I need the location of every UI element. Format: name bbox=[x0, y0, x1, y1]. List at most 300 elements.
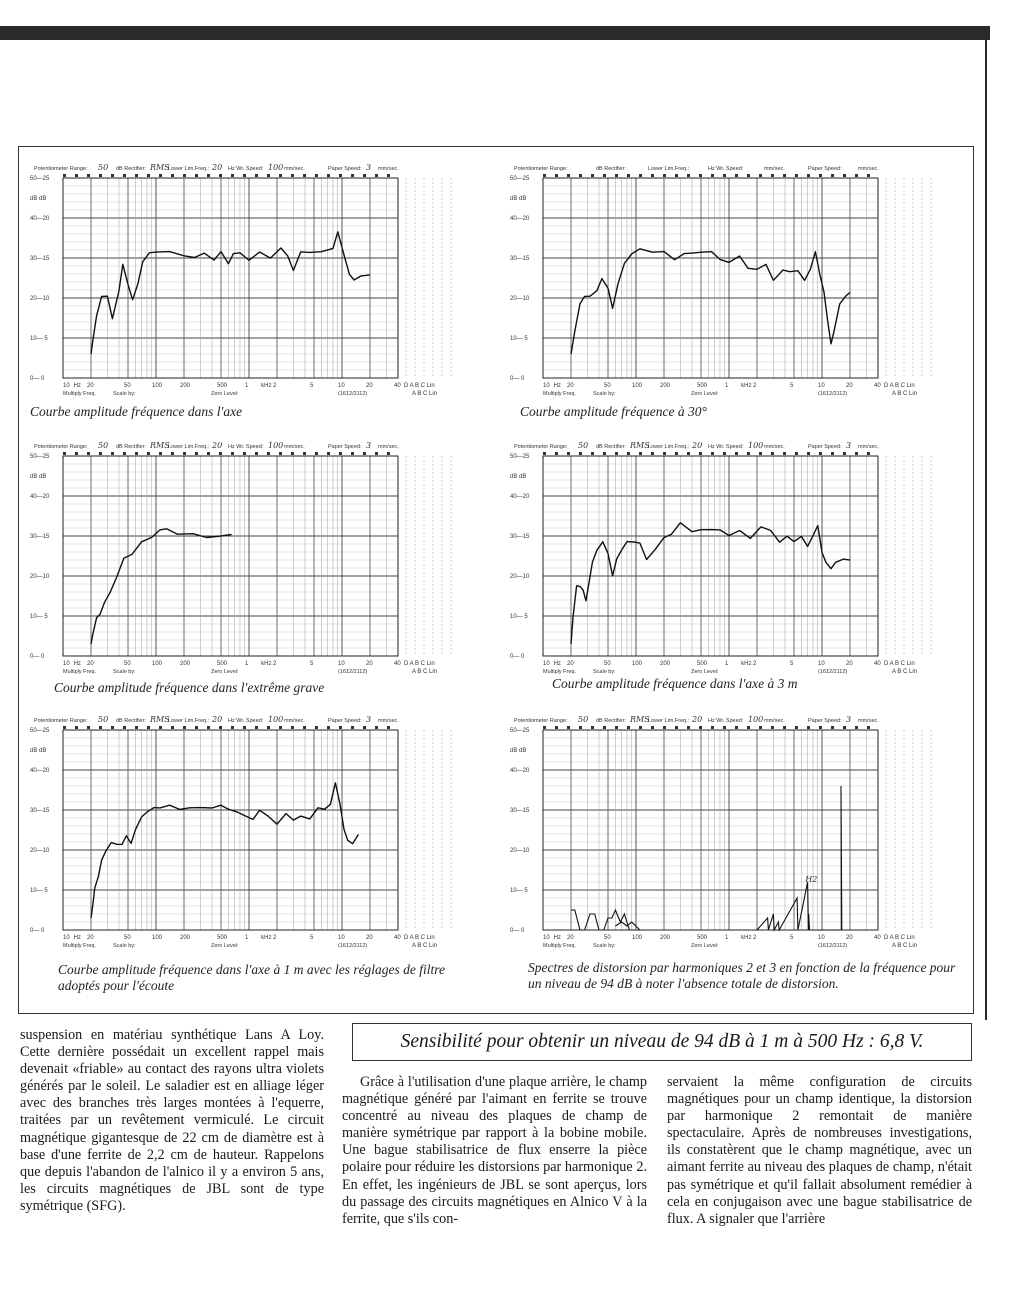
sprocket-mark bbox=[759, 452, 762, 455]
sprocket-mark bbox=[327, 726, 330, 729]
sprocket-mark bbox=[231, 452, 234, 455]
handwritten-setting: 50 bbox=[98, 441, 109, 450]
y-unit-label: dB dB bbox=[30, 474, 47, 480]
sprocket-mark bbox=[87, 726, 90, 729]
y-tick-label: 50—25 bbox=[510, 728, 530, 734]
handwritten-setting: RMS bbox=[150, 441, 170, 450]
sprocket-mark bbox=[267, 174, 270, 177]
sprocket-mark bbox=[627, 452, 630, 455]
sprocket-mark bbox=[867, 452, 870, 455]
chart-3m-axis-response bbox=[508, 438, 948, 678]
sprocket-mark bbox=[567, 174, 570, 177]
y-tick-label: 30—15 bbox=[510, 534, 530, 540]
sprocket-mark bbox=[663, 726, 666, 729]
x-tick-label: 500 bbox=[217, 661, 228, 667]
sprocket-mark bbox=[159, 174, 162, 177]
sprocket-mark bbox=[339, 174, 342, 177]
sprocket-mark bbox=[735, 174, 738, 177]
recorder-footer-label: Multiply Freq. bbox=[543, 669, 577, 675]
x-tick-label: 200 bbox=[179, 935, 191, 941]
sprocket-mark bbox=[243, 174, 246, 177]
x-tick-label: 20 bbox=[566, 935, 574, 941]
sprocket-mark bbox=[699, 174, 702, 177]
x-tick-label: 40 bbox=[394, 935, 401, 941]
handwritten-setting: 20 bbox=[212, 163, 223, 172]
sprocket-mark bbox=[795, 726, 798, 729]
x-tick-label: 20 bbox=[846, 661, 853, 667]
handwritten-setting: 50 bbox=[98, 163, 109, 172]
x-tick-label: 20 bbox=[366, 383, 373, 389]
sprocket-mark bbox=[291, 726, 294, 729]
handwritten-setting: 100 bbox=[268, 715, 284, 724]
recorder-header-label: Paper Speed: bbox=[328, 444, 362, 450]
paragraph-2: Grâce à l'utilisation d'une plaque arrière, le champ magnétique généré par l'aimant en ferrite se trouve concentré au niveau des plaques de champ de manière symétrique par rapport à la bobine mobile. Une bague stabilisatrice de flux enserre la pièce polaire pour réduire les distorsions par harmonique 2. En effet, les ingénieurs de JBL se sont aperçus, lors du passage des circuits magnétiques en Alnico V à la ferrite, que s'ils con- bbox=[342, 1074, 647, 1227]
x-unit-label: Hz bbox=[73, 935, 81, 941]
recorder-header-label: mm/sec. bbox=[378, 444, 399, 450]
sprocket-mark bbox=[675, 726, 678, 729]
y-tick-label: 0— 0 bbox=[510, 654, 525, 660]
sprocket-mark bbox=[315, 726, 318, 729]
recorder-header-label: mm/sec. bbox=[284, 166, 305, 172]
sprocket-mark bbox=[291, 452, 294, 455]
sprocket-mark bbox=[243, 726, 246, 729]
sprocket-mark bbox=[267, 452, 270, 455]
recorder-header-label: Potentiometer Range: bbox=[34, 718, 88, 724]
x-tick-label: 10 bbox=[543, 661, 550, 667]
recorder-footer-label: (1612/2112) bbox=[338, 943, 368, 949]
sprocket-mark bbox=[819, 726, 822, 729]
sprocket-mark bbox=[315, 174, 318, 177]
y-tick-label: 20—10 bbox=[30, 574, 50, 580]
y-tick-label: 10— 5 bbox=[30, 888, 48, 894]
filter-labels: A B C Lin bbox=[412, 943, 438, 949]
recorder-footer-label: Scale by: bbox=[113, 669, 136, 675]
sprocket-mark bbox=[807, 452, 810, 455]
y-tick-label: 20—10 bbox=[30, 296, 50, 302]
y-tick-label: 50—25 bbox=[30, 454, 50, 460]
recorder-header-label: dB Rectifier: bbox=[596, 718, 626, 724]
x-tick-label: 50 bbox=[604, 935, 611, 941]
recorder-header-label: mm/sec. bbox=[858, 166, 879, 172]
sprocket-mark bbox=[147, 726, 150, 729]
x-tick-label: 100 bbox=[632, 935, 643, 941]
top-rule bbox=[0, 26, 990, 40]
recorder-chart-svg bbox=[508, 438, 948, 678]
sprocket-mark bbox=[219, 174, 222, 177]
x-tick-label: 200 bbox=[659, 935, 671, 941]
recorder-footer-label: Scale by: bbox=[593, 943, 616, 949]
x-tick-label: 50 bbox=[124, 935, 131, 941]
sprocket-mark bbox=[351, 174, 354, 177]
sprocket-mark bbox=[855, 726, 858, 729]
sprocket-mark bbox=[135, 726, 138, 729]
recorder-footer-label: Zero Level: bbox=[211, 669, 239, 675]
handwritten-setting: 50 bbox=[578, 441, 589, 450]
sprocket-mark bbox=[219, 726, 222, 729]
x-tick-label: 10 bbox=[63, 661, 70, 667]
response-curve bbox=[571, 523, 850, 644]
recorder-header-label: dB Rectifier: bbox=[116, 166, 146, 172]
filter-labels: A B C Lin bbox=[892, 669, 918, 675]
x-tick-label: 50 bbox=[604, 383, 611, 389]
y-unit-label: dB dB bbox=[510, 748, 527, 754]
recorder-header-label: Potentiometer Range: bbox=[34, 166, 88, 172]
sprocket-mark bbox=[75, 726, 78, 729]
sprocket-mark bbox=[699, 726, 702, 729]
x-tick-label: 5 bbox=[790, 661, 794, 667]
x-tick-label: 1 bbox=[725, 661, 729, 667]
sprocket-mark bbox=[375, 726, 378, 729]
sprocket-mark bbox=[123, 174, 126, 177]
recorder-chart-svg bbox=[28, 712, 468, 952]
y-tick-label: 0— 0 bbox=[510, 928, 525, 934]
sprocket-mark bbox=[675, 452, 678, 455]
x-tick-label: 200 bbox=[179, 661, 191, 667]
sprocket-mark bbox=[159, 726, 162, 729]
sprocket-mark bbox=[555, 174, 558, 177]
sprocket-mark bbox=[735, 452, 738, 455]
sprocket-mark bbox=[123, 726, 126, 729]
x-tick-label: 40 bbox=[394, 661, 401, 667]
recorder-header-label: mm/sec. bbox=[764, 444, 785, 450]
recorder-header-label: mm/sec. bbox=[284, 718, 305, 724]
x-tick-label: 20 bbox=[86, 383, 94, 389]
recorder-header-label: Lower Lim.Freq.: bbox=[168, 718, 210, 724]
recorder-header-label: dB Rectifier: bbox=[596, 166, 626, 172]
sprocket-mark bbox=[723, 452, 726, 455]
sprocket-mark bbox=[711, 174, 714, 177]
sprocket-mark bbox=[363, 726, 366, 729]
sprocket-mark bbox=[387, 452, 390, 455]
x-tick-label: 2 bbox=[753, 383, 757, 389]
x-tick-label: 2 bbox=[273, 935, 277, 941]
sprocket-mark bbox=[339, 726, 342, 729]
y-tick-label: 40—20 bbox=[30, 494, 50, 500]
chart-1m-filter-response bbox=[28, 712, 468, 952]
sprocket-mark bbox=[735, 726, 738, 729]
plot-border bbox=[543, 730, 878, 930]
filter-labels: D A B C Lin bbox=[884, 661, 915, 667]
sprocket-mark bbox=[135, 174, 138, 177]
recorder-header-label: Hz Wr. Speed: bbox=[228, 166, 264, 172]
y-tick-label: 20—10 bbox=[30, 848, 50, 854]
sprocket-mark bbox=[843, 452, 846, 455]
x-unit-label: Hz bbox=[73, 383, 81, 389]
y-tick-label: 40—20 bbox=[510, 494, 530, 500]
sprocket-mark bbox=[555, 726, 558, 729]
recorder-footer-label: Multiply Freq. bbox=[543, 943, 577, 949]
y-tick-label: 40—20 bbox=[510, 216, 530, 222]
x-tick-label: 100 bbox=[632, 661, 643, 667]
x-unit-label: kHz bbox=[741, 383, 752, 389]
recorder-header-label: Hz Wr. Speed: bbox=[708, 718, 744, 724]
y-tick-label: 20—10 bbox=[510, 296, 530, 302]
sprocket-mark bbox=[99, 726, 102, 729]
x-tick-label: 500 bbox=[697, 935, 708, 941]
sprocket-mark bbox=[351, 726, 354, 729]
x-tick-label: 1 bbox=[725, 383, 729, 389]
sprocket-mark bbox=[771, 726, 774, 729]
y-tick-label: 30—15 bbox=[30, 808, 50, 814]
handwritten-setting: 50 bbox=[98, 715, 109, 724]
sprocket-mark bbox=[819, 452, 822, 455]
handwritten-setting: 20 bbox=[212, 441, 223, 450]
filter-labels: A B C Lin bbox=[412, 669, 438, 675]
y-tick-label: 0— 0 bbox=[510, 376, 525, 382]
caption-extreme-bass: Courbe amplitude fréquence dans l'extrême grave bbox=[54, 680, 325, 695]
sprocket-mark bbox=[147, 452, 150, 455]
sprocket-mark bbox=[375, 452, 378, 455]
handwritten-setting: 50 bbox=[578, 715, 589, 724]
sprocket-mark bbox=[543, 726, 546, 729]
x-tick-label: 2 bbox=[273, 383, 277, 389]
y-tick-label: 10— 5 bbox=[510, 614, 528, 620]
sprocket-mark bbox=[171, 452, 174, 455]
recorder-header-label: Lower Lim.Freq.: bbox=[648, 718, 690, 724]
sprocket-mark bbox=[615, 174, 618, 177]
handwritten-setting: RMS bbox=[150, 715, 170, 724]
sprocket-mark bbox=[63, 174, 66, 177]
handwritten-setting: RMS bbox=[630, 715, 650, 724]
x-tick-label: 100 bbox=[152, 935, 163, 941]
y-tick-label: 50—25 bbox=[510, 454, 530, 460]
y-tick-label: 30—15 bbox=[30, 256, 50, 262]
y-tick-label: 20—10 bbox=[510, 574, 530, 580]
sprocket-mark bbox=[111, 726, 114, 729]
sprocket-mark bbox=[687, 452, 690, 455]
text-column-2 bbox=[342, 1074, 647, 1228]
recorder-footer-label: Zero Level: bbox=[211, 943, 239, 949]
sprocket-mark bbox=[615, 726, 618, 729]
recorder-footer-label: Zero Level: bbox=[691, 943, 719, 949]
sprocket-mark bbox=[639, 726, 642, 729]
y-tick-label: 40—20 bbox=[510, 768, 530, 774]
handwritten-setting: 20 bbox=[692, 715, 703, 724]
handwritten-setting: RMS bbox=[630, 441, 650, 450]
recorder-header-label: Lower Lim.Freq.: bbox=[168, 444, 210, 450]
sprocket-mark bbox=[243, 452, 246, 455]
recorder-header-label: Potentiometer Range: bbox=[514, 444, 568, 450]
sprocket-mark bbox=[711, 452, 714, 455]
recorder-chart-svg bbox=[508, 160, 948, 400]
recorder-footer-label: (1612/2112) bbox=[818, 669, 848, 675]
sprocket-mark bbox=[183, 452, 186, 455]
x-tick-label: 1 bbox=[245, 935, 249, 941]
x-tick-label: 2 bbox=[753, 935, 757, 941]
sprocket-mark bbox=[783, 174, 786, 177]
x-unit-label: Hz bbox=[553, 383, 561, 389]
sprocket-mark bbox=[543, 452, 546, 455]
sprocket-mark bbox=[579, 174, 582, 177]
sprocket-mark bbox=[135, 452, 138, 455]
x-tick-label: 50 bbox=[124, 383, 131, 389]
x-tick-label: 5 bbox=[790, 935, 794, 941]
sprocket-mark bbox=[303, 174, 306, 177]
text-column-3 bbox=[667, 1074, 972, 1228]
x-tick-label: 1 bbox=[245, 383, 249, 389]
h2-annotation: H2 bbox=[805, 875, 818, 884]
y-tick-label: 10— 5 bbox=[510, 888, 528, 894]
x-tick-label: 10 bbox=[338, 935, 345, 941]
x-tick-label: 10 bbox=[543, 935, 550, 941]
sprocket-mark bbox=[711, 726, 714, 729]
sprocket-mark bbox=[303, 452, 306, 455]
sprocket-mark bbox=[843, 174, 846, 177]
sprocket-mark bbox=[615, 452, 618, 455]
recorder-footer-label: Scale by: bbox=[593, 391, 616, 397]
sprocket-mark bbox=[363, 174, 366, 177]
recorder-chart-svg bbox=[28, 160, 468, 400]
sprocket-mark bbox=[171, 726, 174, 729]
x-tick-label: 20 bbox=[846, 383, 853, 389]
x-tick-label: 10 bbox=[543, 383, 550, 389]
sprocket-mark bbox=[567, 452, 570, 455]
sprocket-mark bbox=[183, 726, 186, 729]
filter-labels: D A B C Lin bbox=[884, 935, 915, 941]
y-tick-label: 40—20 bbox=[30, 216, 50, 222]
sprocket-mark bbox=[603, 726, 606, 729]
recorder-footer-label: Scale by: bbox=[593, 669, 616, 675]
sprocket-mark bbox=[87, 174, 90, 177]
sprocket-mark bbox=[807, 174, 810, 177]
sprocket-mark bbox=[327, 452, 330, 455]
sprocket-mark bbox=[195, 174, 198, 177]
sprocket-mark bbox=[867, 726, 870, 729]
sprocket-mark bbox=[363, 452, 366, 455]
y-tick-label: 0— 0 bbox=[30, 376, 45, 382]
sprocket-mark bbox=[807, 726, 810, 729]
sprocket-mark bbox=[843, 726, 846, 729]
x-tick-label: 10 bbox=[338, 383, 345, 389]
sprocket-mark bbox=[99, 452, 102, 455]
x-tick-label: 500 bbox=[697, 383, 708, 389]
chart-axis-response bbox=[28, 160, 468, 400]
recorder-footer-label: Zero Level: bbox=[691, 669, 719, 675]
response-curve bbox=[91, 529, 232, 644]
handwritten-setting: 3 bbox=[846, 441, 852, 450]
sprocket-mark bbox=[579, 726, 582, 729]
sprocket-mark bbox=[795, 452, 798, 455]
sprocket-mark bbox=[171, 174, 174, 177]
y-unit-label: dB dB bbox=[30, 196, 47, 202]
chart-extreme-bass-response bbox=[28, 438, 468, 678]
sprocket-mark bbox=[759, 174, 762, 177]
recorder-header-label: Hz Wr. Speed: bbox=[228, 718, 264, 724]
recorder-chart-svg bbox=[508, 712, 948, 952]
sprocket-mark bbox=[831, 174, 834, 177]
x-tick-label: 100 bbox=[152, 383, 163, 389]
y-tick-label: 50—25 bbox=[510, 176, 530, 182]
recorder-footer-label: (1612/2112) bbox=[818, 391, 848, 397]
recorder-footer-label: Zero Level: bbox=[691, 391, 719, 397]
recorder-header-label: Paper Speed: bbox=[808, 718, 842, 724]
recorder-header-label: Potentiometer Range: bbox=[34, 444, 88, 450]
x-unit-label: kHz bbox=[261, 383, 272, 389]
handwritten-setting: 20 bbox=[212, 715, 223, 724]
plot-border bbox=[63, 456, 398, 656]
paragraph-3: servaient la même configuration de circuits magnétiques pour un champ identique, la distorsion par harmonique 2 remontait de manière spectaculaire. Après de nombreuses investigations, ils constatèrent que le champ magnétique, avec un aimant ferrite au niveau des plaques de champ, n'était pas symétrique et qu'il fallait absolument remédier à cela en conjugaison avec une bague stabilisatrice de flux. A signaler que l'arrière bbox=[667, 1074, 972, 1227]
sprocket-mark bbox=[303, 726, 306, 729]
distortion-trace bbox=[571, 910, 636, 930]
x-tick-label: 2 bbox=[753, 661, 757, 667]
recorder-header-label: mm/sec. bbox=[284, 444, 305, 450]
sprocket-mark bbox=[279, 726, 282, 729]
x-unit-label: kHz bbox=[261, 661, 272, 667]
text-column-1 bbox=[20, 1027, 324, 1215]
sprocket-mark bbox=[543, 174, 546, 177]
sprocket-mark bbox=[591, 452, 594, 455]
x-tick-label: 100 bbox=[152, 661, 163, 667]
recorder-header-label: Lower Lim.Freq.: bbox=[168, 166, 210, 172]
sprocket-mark bbox=[375, 174, 378, 177]
recorder-footer-label: (1612/2112) bbox=[338, 669, 368, 675]
x-tick-label: 5 bbox=[310, 383, 314, 389]
x-tick-label: 20 bbox=[366, 935, 373, 941]
x-tick-label: 40 bbox=[394, 383, 401, 389]
handwritten-setting: 20 bbox=[692, 441, 703, 450]
handwritten-setting: RMS bbox=[150, 163, 170, 172]
sprocket-mark bbox=[831, 452, 834, 455]
sprocket-mark bbox=[603, 174, 606, 177]
sprocket-mark bbox=[855, 174, 858, 177]
x-tick-label: 20 bbox=[566, 661, 574, 667]
recorder-header-label: dB Rectifier: bbox=[116, 444, 146, 450]
sprocket-mark bbox=[867, 174, 870, 177]
sprocket-mark bbox=[207, 452, 210, 455]
filter-labels: D A B C Lin bbox=[404, 383, 435, 389]
handwritten-setting: 3 bbox=[846, 715, 852, 724]
x-tick-label: 5 bbox=[310, 935, 314, 941]
recorder-header-label: Potentiometer Range: bbox=[514, 166, 568, 172]
x-tick-label: 5 bbox=[790, 383, 794, 389]
sprocket-mark bbox=[279, 174, 282, 177]
sprocket-mark bbox=[663, 174, 666, 177]
x-tick-label: 20 bbox=[366, 661, 373, 667]
handwritten-setting: 100 bbox=[268, 441, 284, 450]
recorder-footer-label: Scale by: bbox=[113, 943, 136, 949]
y-tick-label: 30—15 bbox=[30, 534, 50, 540]
sprocket-mark bbox=[783, 452, 786, 455]
x-tick-label: 50 bbox=[124, 661, 131, 667]
sprocket-mark bbox=[111, 174, 114, 177]
recorder-header-label: Lower Lim.Freq.: bbox=[648, 166, 690, 172]
plot-border bbox=[63, 178, 398, 378]
sprocket-mark bbox=[603, 452, 606, 455]
sprocket-mark bbox=[123, 452, 126, 455]
caption-1m-filter: Courbe amplitude fréquence dans l'axe à 1 m avec les réglages de filtre adoptés pour l'écoute bbox=[58, 962, 446, 993]
sprocket-mark bbox=[747, 726, 750, 729]
sprocket-mark bbox=[255, 452, 258, 455]
x-tick-label: 1 bbox=[725, 935, 729, 941]
recorder-footer-label: Scale by: bbox=[113, 391, 136, 397]
filter-labels: A B C Lin bbox=[892, 391, 918, 397]
sprocket-mark bbox=[387, 726, 390, 729]
sprocket-mark bbox=[279, 452, 282, 455]
recorder-header-label: Paper Speed: bbox=[808, 444, 842, 450]
x-unit-label: Hz bbox=[553, 661, 561, 667]
handwritten-setting: 100 bbox=[268, 163, 284, 172]
x-tick-label: 20 bbox=[846, 935, 853, 941]
sprocket-mark bbox=[663, 452, 666, 455]
x-unit-label: kHz bbox=[261, 935, 272, 941]
caption-30-degree: Courbe amplitude fréquence à 30° bbox=[520, 404, 707, 419]
sprocket-mark bbox=[579, 452, 582, 455]
sprocket-mark bbox=[651, 726, 654, 729]
handwritten-setting: 3 bbox=[366, 163, 372, 172]
y-tick-label: 20—10 bbox=[510, 848, 530, 854]
sprocket-mark bbox=[723, 174, 726, 177]
x-tick-label: 2 bbox=[273, 661, 277, 667]
